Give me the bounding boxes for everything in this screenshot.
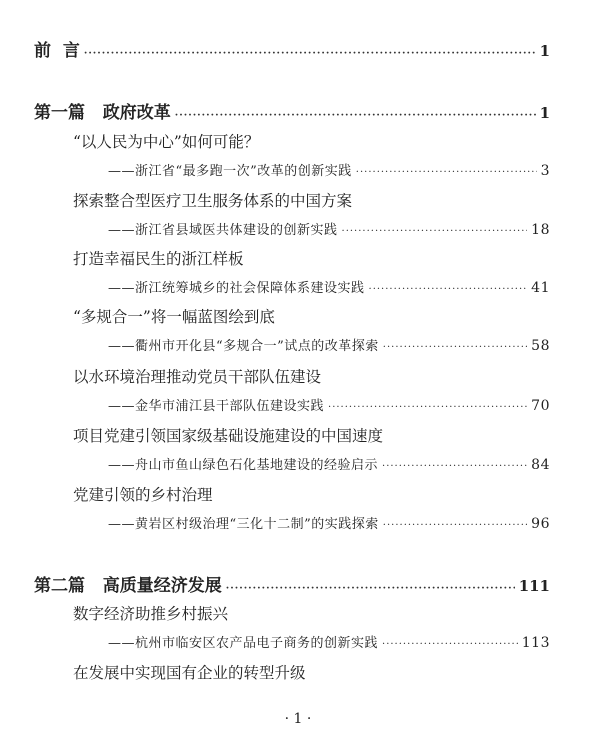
article-subtitle: ——舟山市鱼山绿色石化基地建设的经验启示 xyxy=(108,458,379,473)
dot-leader xyxy=(383,342,527,353)
toc-article-subtitle[interactable] xyxy=(0,395,596,414)
page-number: 58 xyxy=(531,338,550,354)
dot-leader xyxy=(369,284,528,295)
footer-page-marker: · 1 · xyxy=(284,711,312,727)
article-title: 项目党建引领国家级基础设施建设的中国速度 xyxy=(73,427,384,445)
article-title: 数字经济助推乡村振兴 xyxy=(73,605,229,623)
toc-article-title[interactable] xyxy=(0,247,596,269)
part-title: 第一篇 政府改革 xyxy=(34,103,171,123)
dot-leader xyxy=(382,461,527,472)
dot-leader xyxy=(175,110,536,121)
article-subtitle: ——金华市浦江县干部队伍建设实践 xyxy=(108,399,325,414)
article-title: 党建引领的乡村治理 xyxy=(73,486,213,504)
page-number: 84 xyxy=(531,457,550,473)
part-title: 第二篇 高质量经济发展 xyxy=(34,576,222,596)
article-subtitle: ——浙江省县域医共体建设的创新实践 xyxy=(108,223,338,238)
article-subtitle: ——浙江统筹城乡的社会保障体系建设实践 xyxy=(108,281,365,296)
page-number: 113 xyxy=(521,635,550,651)
article-title: “以人民为中心”如何可能？ xyxy=(73,133,260,151)
article-title: 以水环境治理推动党员干部队伍建设 xyxy=(73,368,322,386)
page-number: 1 xyxy=(539,104,550,122)
article-title: “多规合一”将一幅蓝图绘到底 xyxy=(73,308,275,326)
article-subtitle: ——杭州市临安区农产品电子商务的创新实践 xyxy=(108,636,379,651)
page-number: 3 xyxy=(540,163,550,179)
dot-leader xyxy=(226,583,515,594)
toc-article-title[interactable] xyxy=(0,424,596,446)
page-number: 111 xyxy=(518,577,550,595)
toc-article-subtitle[interactable] xyxy=(0,219,596,238)
article-title: 在发展中实现国有企业的转型升级 xyxy=(73,664,306,682)
toc-article-subtitle[interactable] xyxy=(0,632,596,651)
foreword-label: 前 言 xyxy=(34,41,80,61)
toc-article-subtitle[interactable] xyxy=(0,335,596,354)
dot-leader xyxy=(84,48,536,59)
article-title: 探索整合型医疗卫生服务体系的中国方案 xyxy=(73,192,353,210)
toc-article-title[interactable] xyxy=(0,661,596,683)
article-title: 打造幸福民生的浙江样板 xyxy=(73,250,244,268)
page-number: 41 xyxy=(531,280,550,296)
page-number: 96 xyxy=(531,516,550,532)
dot-leader xyxy=(356,167,537,178)
article-subtitle: ——黄岩区村级治理“三化十二制”的实践探索 xyxy=(108,517,379,532)
toc-article-title[interactable] xyxy=(0,483,596,505)
page-number: 1 xyxy=(539,42,550,60)
toc-foreword[interactable] xyxy=(0,36,596,61)
toc-part-2[interactable] xyxy=(0,571,596,596)
toc-article-title[interactable] xyxy=(0,602,596,624)
toc-article-title[interactable] xyxy=(0,130,596,152)
dot-leader xyxy=(342,226,528,237)
page-number: 18 xyxy=(531,222,550,238)
article-subtitle: ——衢州市开化县“多规合一”试点的改革探索 xyxy=(108,339,379,354)
dot-leader xyxy=(382,639,518,650)
toc-part-1[interactable] xyxy=(0,98,596,123)
toc-article-subtitle[interactable] xyxy=(0,160,596,179)
article-subtitle: ——浙江省“最多跑一次”改革的创新实践 xyxy=(108,164,352,179)
toc-article-subtitle[interactable] xyxy=(0,277,596,296)
dot-leader xyxy=(383,520,527,531)
toc-article-title[interactable] xyxy=(0,365,596,387)
page-number: 70 xyxy=(531,398,550,414)
toc-article-title[interactable] xyxy=(0,189,596,211)
toc-article-subtitle[interactable] xyxy=(0,454,596,473)
toc-article-subtitle[interactable] xyxy=(0,513,596,532)
dot-leader xyxy=(328,402,527,413)
toc-article-title[interactable] xyxy=(0,305,596,327)
